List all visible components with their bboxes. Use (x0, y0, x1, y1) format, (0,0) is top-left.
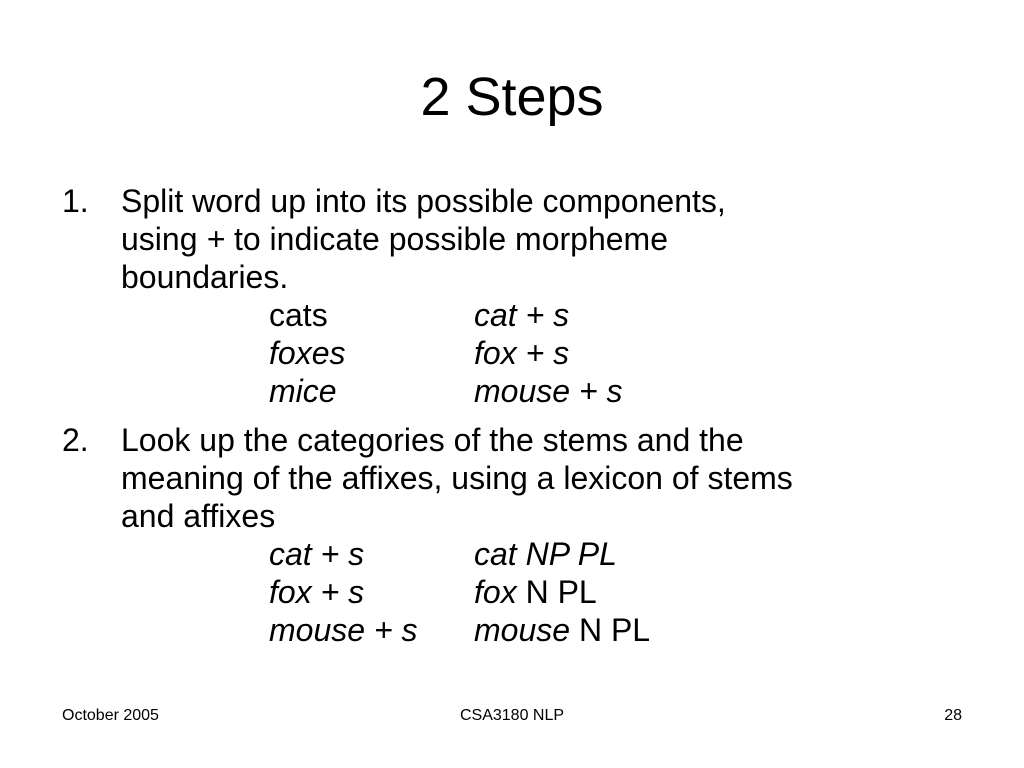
text-segment: to indicate possible morpheme (233, 221, 668, 257)
example-analysis: fox + s (474, 335, 570, 371)
example-analysis: cat + s (474, 297, 570, 333)
step-text-line (121, 220, 981, 258)
lexicon-stem: cat (474, 536, 517, 572)
step-number: 1. (62, 183, 89, 219)
lexicon-form: mouse + s (269, 612, 418, 648)
lexicon-row (121, 535, 981, 573)
lexicon-row (121, 573, 981, 611)
example-row (121, 296, 981, 334)
step-number: 2. (62, 422, 89, 458)
example-word: mice (269, 373, 337, 409)
footer-page-number: 28 (944, 707, 962, 724)
lexicon-form: cat + s (269, 536, 365, 572)
step-text-line: Split word up into its possible components, (121, 183, 726, 219)
step-text-line: boundaries. (121, 259, 289, 295)
lexicon-entry (474, 611, 650, 649)
plus-symbol: + (206, 221, 234, 257)
step-body (121, 182, 981, 410)
lexicon-entry (474, 573, 597, 611)
example-analysis: mouse + s (474, 373, 623, 409)
lexicon-form: fox + s (269, 574, 365, 610)
lexicon-tags: NP PL (516, 536, 617, 572)
text-segment: using (121, 221, 207, 257)
example-word: cats (269, 297, 328, 333)
step-text-line: and affixes (121, 498, 276, 534)
lexicon-tags: N PL (516, 574, 597, 610)
lexicon-entry (474, 535, 617, 573)
step-text-line: meaning of the affixes, using a lexicon of stems (121, 460, 793, 496)
example-word: foxes (269, 335, 346, 371)
lexicon-tags: N PL (570, 612, 651, 648)
footer-date: October 2005 (62, 707, 159, 724)
lexicon-stem: mouse (474, 612, 571, 648)
example-row (121, 372, 981, 410)
step-body (121, 421, 981, 649)
step-text-line: Look up the categories of the stems and the (121, 422, 744, 458)
lexicon-row (121, 611, 981, 649)
footer-course: CSA3180 NLP (459, 707, 565, 724)
lexicon-stem: fox (474, 574, 517, 610)
example-row (121, 334, 981, 372)
slide-title: 2 Steps (420, 67, 604, 127)
